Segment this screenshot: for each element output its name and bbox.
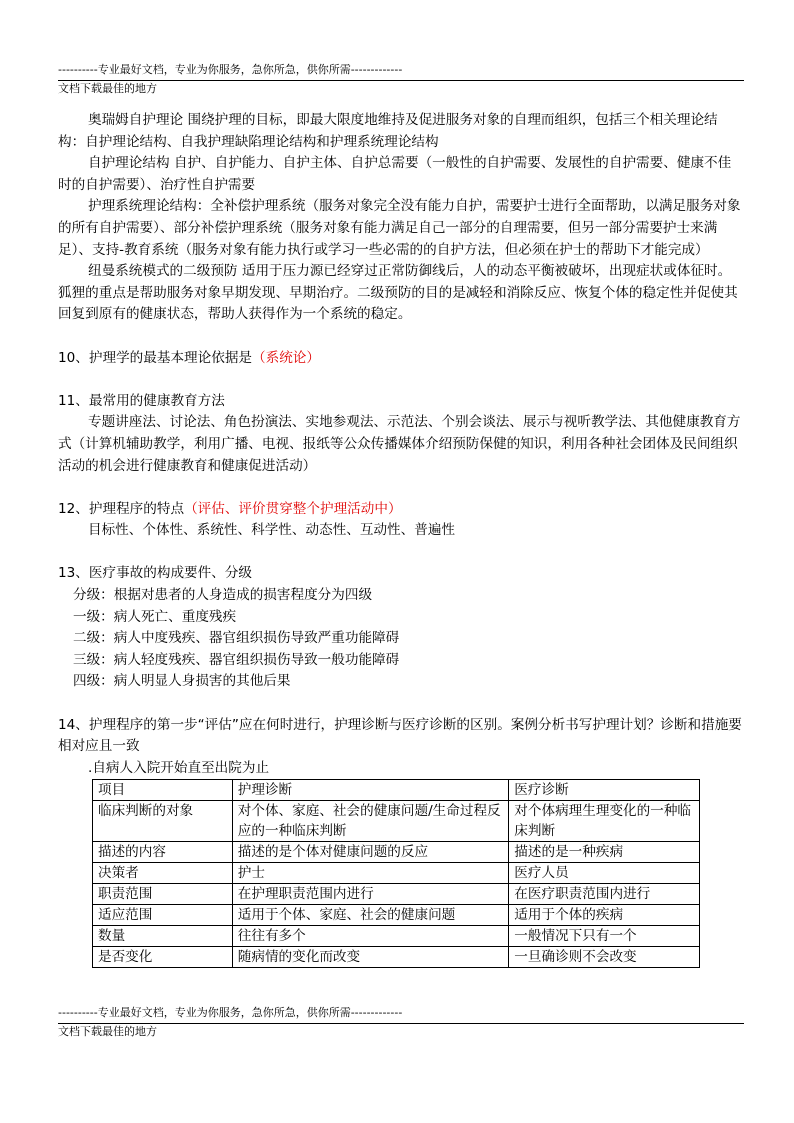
- table-cell: 对个体病理生理变化的一种临床判断: [509, 801, 700, 842]
- table-cell: 一旦确诊则不会改变: [509, 947, 700, 968]
- table-cell: 适应范围: [93, 905, 233, 926]
- table-header-row: [93, 780, 700, 801]
- table-cell: 决策者: [93, 863, 233, 884]
- table-cell: 一般情况下只有一个: [509, 926, 700, 947]
- table-cell: 往往有多个: [232, 926, 509, 947]
- question-14-answer: .自病人入院开始直至出院为止: [88, 759, 270, 776]
- table-cell: 随病情的变化而改变: [232, 947, 509, 968]
- question-12-text: 12、护理程序的特点: [58, 500, 185, 517]
- table-row: [93, 947, 700, 968]
- table-cell: 职责范围: [93, 884, 233, 905]
- paragraph-neuman: 纽曼系统模式的二级预防 适用于压力源已经穿过正常防御线后，人的动态平衡被破坏，出现症状或体征时。狐狸的重点是帮助服务对象早期发现、早期治疗。二级预防的目的是减轻和消除反应、恢复个体的稳定性并促使其回复到原有的健康状态，帮助人获得作为一个系统的稳定。: [58, 263, 738, 323]
- paragraph-nursing-system: 护理系统理论结构：全补偿护理系统（服务对象完全没有能力自护，需要护士进行全面帮助，以满足服务对象的所有自护需要）、部分补偿护理系统（服务对象有能力满足自己一部分的自理需要，但另一部分需要护士来满足）、支持-教育系统（服务对象有能力执行或学习一些必需的的自护方法，但必须在护士的帮助下才能完成）: [58, 198, 741, 258]
- question-12-answer: （评估、评价贯穿整个护理活动中）: [184, 500, 402, 517]
- table-header-cell: 项目: [93, 780, 233, 801]
- table-cell: 在护理职责范围内进行: [232, 884, 509, 905]
- table-cell: 描述的是个体对健康问题的反应: [232, 842, 509, 863]
- header-site: 文档下载最佳的地方: [58, 82, 157, 95]
- grade-line: 四级：病人明显人身损害的其他后果: [73, 673, 291, 690]
- table-row: [93, 842, 700, 863]
- table-row: [93, 863, 700, 884]
- question-13: 13、医疗事故的构成要件、分级: [58, 565, 253, 582]
- question-11: 11、最常用的健康教育方法: [58, 392, 225, 409]
- table-cell: 临床判断的对象: [93, 801, 233, 842]
- footer-slogan: ----------专业最好文档，专业为你服务，急你所急，供你所需-------------: [58, 1006, 403, 1019]
- paragraph-self-care-structure: 自护理论结构 自护、自护能力、自护主体、自护总需要（一般性的自护需要、发展性的自护需要、健康不佳时的自护需要）、治疗性自护需要: [58, 155, 732, 193]
- table-cell: 适用于个体、家庭、社会的健康问题: [232, 905, 509, 926]
- footer-rule: [58, 1023, 744, 1024]
- table-header-cell: 医疗诊断: [509, 780, 700, 801]
- footer-site: 文档下载最佳的地方: [58, 1025, 157, 1038]
- diagnosis-comparison-table: [92, 779, 700, 968]
- header-slogan: ----------专业最好文档，专业为你服务，急你所急，供你所需-------------: [58, 63, 403, 76]
- table-cell: 数量: [93, 926, 233, 947]
- question-12-traits: 目标性、个体性、系统性、科学性、动态性、互动性、普遍性: [88, 522, 456, 539]
- table-header-cell: 护理诊断: [232, 780, 509, 801]
- header-rule: [58, 80, 744, 81]
- question-10-answer: （系统论）: [252, 349, 320, 366]
- table-cell: 适用于个体的疾病: [509, 905, 700, 926]
- document-body: [58, 110, 744, 968]
- table-cell: 医疗人员: [509, 863, 700, 884]
- question-14: 14、护理程序的第一步“评估”应在何时进行，护理诊断与医疗诊断的区别。案例分析书写护理计划？诊断和措施要相对应且一致: [58, 716, 742, 755]
- table-cell: 是否变化: [93, 947, 233, 968]
- table-cell: 护士: [232, 863, 509, 884]
- table-row: [93, 905, 700, 926]
- table-row: [93, 884, 700, 905]
- question-10: [58, 348, 744, 370]
- question-11-text: 专题讲座法、讨论法、角色扮演法、实地参观法、示范法、个别会谈法、展示与视听教学法、其他健康教育方式（计算机辅助教学，利用广播、电视、报纸等公众传播媒体介绍预防保健的知识，利用各种社会团体及民间组织活动的机会进行健康教育和健康促进活动）: [58, 414, 741, 474]
- question-10-text: 10、护理学的最基本理论依据是: [58, 349, 253, 366]
- paragraph-orem: 奥瑞姆自护理论 围绕护理的目标，即最大限度地维持及促进服务对象的自理而组织，包括三个相关理论结构：自护理论结构、自我护理缺陷理论结构和护理系统理论结构: [58, 112, 718, 150]
- table-cell: 描述的内容: [93, 842, 233, 863]
- table-cell: 对个体、家庭、社会的健康问题/生命过程反应的一种临床判断: [232, 801, 509, 842]
- table-cell: 在医疗职责范围内进行: [509, 884, 700, 905]
- grade-line: 一级：病人死亡、重度残疾: [73, 608, 237, 625]
- table-row: [93, 926, 700, 947]
- grade-line: 三级：病人轻度残疾、器官组织损伤导致一般功能障碍: [73, 651, 400, 668]
- table-cell: 描述的是一种疾病: [509, 842, 700, 863]
- table-row: [93, 801, 700, 842]
- grade-line: 分级：根据对患者的人身造成的损害程度分为四级: [73, 587, 373, 604]
- grade-line: 二级：病人中度残疾、器官组织损伤导致严重功能障碍: [73, 630, 400, 647]
- question-12: [58, 499, 744, 521]
